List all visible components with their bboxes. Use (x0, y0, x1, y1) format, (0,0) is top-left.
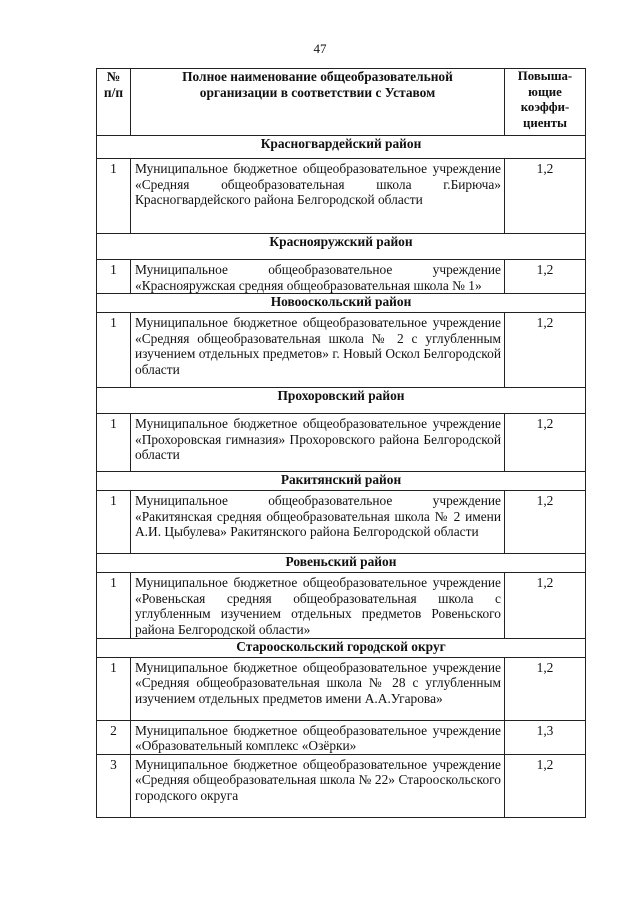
table-row (97, 159, 586, 234)
organization-name: Муниципальное бюджетное общеобразовательное учреждение «Средняя общеобразовательная школа № 2 с углубленным изучением отдельных предметов» г. Новый Оскол Белгородской области (131, 313, 505, 388)
header-name: Полное наименование общеобразовательной организации в соответствии с Уставом (131, 69, 505, 136)
coefficient-value: 1,2 (505, 491, 586, 554)
coefficient-value: 1,2 (505, 573, 586, 638)
table-row (97, 754, 586, 817)
organization-name: Муниципальное общеобразовательное учреждение «Краснояружская средняя общеобразовательная школа № 1» (131, 260, 505, 294)
row-number: 1 (97, 657, 131, 720)
section-row (97, 294, 586, 313)
organization-name: Муниципальное общеобразовательное учреждение «Ракитянская средняя общеобразовательная школа № 2 имени А.И. Цыбулева» Ракитянского района Белгородской области (131, 491, 505, 554)
coefficient-value: 1,2 (505, 657, 586, 720)
organization-name: Муниципальное бюджетное общеобразовательное учреждение «Средняя общеобразовательная школа № 22» Старооскольского городского округа (131, 754, 505, 817)
table-row (97, 720, 586, 754)
section-title: Новооскольский район (97, 294, 586, 313)
row-number: 1 (97, 414, 131, 472)
row-number: 1 (97, 159, 131, 234)
section-title: Ровеньский район (97, 554, 586, 573)
table-row (97, 573, 586, 638)
section-title: Краснояружский район (97, 234, 586, 260)
header-number: № п/п (97, 69, 131, 136)
page-number: 47 (313, 41, 327, 56)
section-title: Ракитянский район (97, 472, 586, 491)
organization-name: Муниципальное бюджетное общеобразовательное учреждение «Средняя общеобразовательная школа г.Бирюча» Красногвардейского района Белгородской области (131, 159, 505, 234)
section-title: Прохоровский район (97, 388, 586, 414)
row-number: 1 (97, 313, 131, 388)
table-row (97, 491, 586, 554)
coefficient-value: 1,2 (505, 313, 586, 388)
organization-name: Муниципальное бюджетное общеобразовательное учреждение «Прохоровская гимназия» Прохоровского района Белгородской области (131, 414, 505, 472)
section-row (97, 234, 586, 260)
table-row (97, 260, 586, 294)
coefficient-value: 1,2 (505, 159, 586, 234)
schools-table (96, 68, 586, 818)
table-row (97, 414, 586, 472)
row-number: 1 (97, 260, 131, 294)
row-number: 3 (97, 754, 131, 817)
coefficient-value: 1,2 (505, 414, 586, 472)
coefficient-value: 1,3 (505, 720, 586, 754)
section-row (97, 136, 586, 159)
section-row (97, 638, 586, 657)
table-row (97, 657, 586, 720)
coefficient-value: 1,2 (505, 260, 586, 294)
organization-name: Муниципальное бюджетное общеобразовательное учреждение «Ровеньская средняя общеобразовательная школа с углубленным изучением отдельных предметов Ровеньского района Белгородской области» (131, 573, 505, 638)
section-row (97, 472, 586, 491)
organization-name: Муниципальное бюджетное общеобразовательное учреждение «Средняя общеобразовательная школа № 28 с углубленным изучением отдельных предметов имени А.А.Угарова» (131, 657, 505, 720)
table-header-row (97, 69, 586, 136)
table-row (97, 313, 586, 388)
row-number: 1 (97, 573, 131, 638)
section-row (97, 388, 586, 414)
row-number: 1 (97, 491, 131, 554)
header-coefficient: Повыша- ющие коэффи- циенты (505, 69, 586, 136)
section-title: Старооскольский городской округ (97, 638, 586, 657)
section-row (97, 554, 586, 573)
organization-name: Муниципальное бюджетное общеобразовательное учреждение «Образовательный комплекс «Озёрки» (131, 720, 505, 754)
row-number: 2 (97, 720, 131, 754)
section-title: Красногвардейский район (97, 136, 586, 159)
coefficient-value: 1,2 (505, 754, 586, 817)
